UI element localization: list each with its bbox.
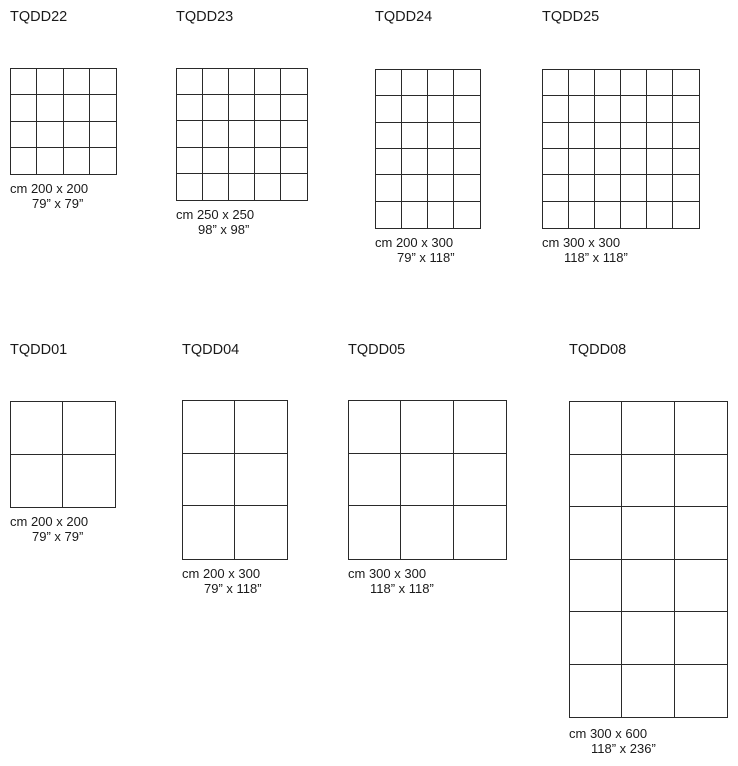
dimensions [10, 514, 88, 544]
tile-cell [595, 123, 621, 149]
tile-cell [454, 96, 480, 122]
tile-cell [543, 175, 569, 201]
tile-cell [569, 96, 595, 122]
tile-cell [229, 95, 255, 121]
tile-cell [11, 402, 63, 455]
tile-cell [376, 202, 402, 228]
tile-cell [647, 149, 673, 175]
size-cm: cm 200 x 300 [182, 566, 261, 581]
tile-cell [570, 402, 622, 455]
size-inches: 98” x 98” [198, 222, 250, 237]
tile-cell [402, 70, 428, 96]
tile-cell [401, 454, 453, 507]
tile-cell [349, 454, 401, 507]
dimensions [375, 235, 455, 265]
tile-cell [595, 70, 621, 96]
tile-cell [428, 123, 454, 149]
tile-grid [569, 401, 728, 718]
tile-cell [376, 123, 402, 149]
tile-cell [11, 455, 63, 508]
tile-cell [543, 202, 569, 228]
tile-cell [281, 95, 307, 121]
tile-cell [349, 401, 401, 454]
tile-grid [10, 68, 117, 175]
size-cm: cm 300 x 600 [569, 726, 648, 741]
tile-cell [177, 69, 203, 95]
tile-cell [177, 148, 203, 174]
tile-cell [229, 69, 255, 95]
tile-cell [402, 96, 428, 122]
tile-cell [428, 70, 454, 96]
size-cm: cm 300 x 300 [542, 235, 621, 250]
size-cm: cm 300 x 300 [348, 566, 427, 581]
tile-cell [622, 612, 674, 665]
tile-cell [64, 95, 90, 121]
tile-cell [402, 202, 428, 228]
tile-cell [569, 149, 595, 175]
tile-cell [543, 96, 569, 122]
tile-cell [543, 149, 569, 175]
tile-cell [569, 123, 595, 149]
tile-cell [454, 202, 480, 228]
tile-cell [183, 401, 235, 454]
tile-cell [401, 401, 453, 454]
tile-cell [675, 402, 727, 455]
tile-cell [454, 454, 506, 507]
tile-cell [454, 506, 506, 559]
tile-cell [675, 560, 727, 613]
tile-cell [90, 148, 116, 174]
tile-cell [229, 148, 255, 174]
tile-grid [542, 69, 700, 229]
tile-cell [203, 148, 229, 174]
tile-cell [673, 70, 699, 96]
tile-cell [621, 202, 647, 228]
tile-cell [177, 121, 203, 147]
product-code: TQDD04 [182, 342, 240, 358]
tile-cell [621, 96, 647, 122]
tile-cell [401, 506, 453, 559]
tile-cell [90, 69, 116, 95]
tile-cell [281, 69, 307, 95]
tile-cell [595, 202, 621, 228]
tile-cell [428, 149, 454, 175]
tile-cell [622, 402, 674, 455]
tile-cell [454, 123, 480, 149]
tile-cell [255, 121, 281, 147]
dimensions [176, 207, 254, 237]
tile-cell [647, 123, 673, 149]
tile-cell [454, 149, 480, 175]
size-inches: 118” x 118” [370, 581, 434, 596]
tile-cell [63, 455, 115, 508]
tile-cell [570, 612, 622, 665]
tile-cell [673, 96, 699, 122]
product-code: TQDD08 [569, 342, 627, 358]
tile-grid [10, 401, 116, 508]
tile-cell [11, 148, 37, 174]
tile-cell [376, 96, 402, 122]
tile-cell [235, 401, 287, 454]
tile-cell [229, 121, 255, 147]
size-cm: cm 250 x 250 [176, 207, 255, 222]
tile-cell [37, 95, 63, 121]
tile-cell [281, 121, 307, 147]
tile-cell [543, 70, 569, 96]
tile-cell [647, 96, 673, 122]
tile-cell [235, 506, 287, 559]
tile-cell [673, 202, 699, 228]
tile-cell [203, 69, 229, 95]
tile-cell [64, 148, 90, 174]
tile-cell [621, 70, 647, 96]
tile-cell [621, 175, 647, 201]
tile-cell [376, 149, 402, 175]
size-cm: cm 200 x 200 [10, 514, 89, 529]
tile-cell [595, 96, 621, 122]
tile-cell [203, 95, 229, 121]
size-inches: 79” x 118” [204, 581, 262, 596]
tile-cell [177, 174, 203, 200]
product-code: TQDD05 [348, 342, 406, 358]
tile-cell [255, 174, 281, 200]
tile-cell [281, 174, 307, 200]
tile-cell [203, 121, 229, 147]
tile-grid [348, 400, 507, 560]
tile-cell [255, 148, 281, 174]
tile-cell [11, 95, 37, 121]
tile-cell [569, 70, 595, 96]
dimensions [10, 181, 88, 211]
tile-cell [203, 174, 229, 200]
tile-cell [673, 175, 699, 201]
tile-cell [675, 665, 727, 718]
product-code: TQDD24 [375, 9, 433, 25]
tile-cell [37, 69, 63, 95]
size-cm: cm 200 x 300 [375, 235, 454, 250]
tile-cell [569, 202, 595, 228]
tile-cell [675, 612, 727, 665]
tile-cell [428, 96, 454, 122]
tile-grid [176, 68, 308, 201]
size-inches: 79” x 79” [32, 196, 84, 211]
tile-cell [235, 454, 287, 507]
tile-cell [177, 95, 203, 121]
tile-cell [183, 506, 235, 559]
size-cm: cm 200 x 200 [10, 181, 89, 196]
size-inches: 79” x 118” [397, 250, 455, 265]
tile-cell [595, 175, 621, 201]
tile-cell [675, 455, 727, 508]
tile-cell [454, 175, 480, 201]
tile-cell [622, 560, 674, 613]
tile-cell [673, 149, 699, 175]
tile-cell [622, 507, 674, 560]
tile-cell [281, 148, 307, 174]
tile-cell [90, 95, 116, 121]
tile-cell [570, 507, 622, 560]
tile-cell [428, 202, 454, 228]
tile-cell [183, 454, 235, 507]
tile-cell [595, 149, 621, 175]
size-inches: 118” x 118” [564, 250, 628, 265]
tile-cell [569, 175, 595, 201]
tile-cell [673, 123, 699, 149]
tile-cell [622, 665, 674, 718]
dimensions [542, 235, 628, 265]
product-code: TQDD22 [10, 9, 68, 25]
tile-cell [675, 507, 727, 560]
product-code: TQDD25 [542, 9, 600, 25]
tile-cell [428, 175, 454, 201]
tile-cell [63, 402, 115, 455]
dimensions [348, 566, 434, 596]
tile-cell [349, 506, 401, 559]
tile-cell [647, 175, 673, 201]
tile-cell [621, 123, 647, 149]
size-inches: 79” x 79” [32, 529, 84, 544]
tile-cell [647, 202, 673, 228]
tile-cell [454, 70, 480, 96]
tile-grid [182, 400, 288, 560]
tile-cell [402, 149, 428, 175]
tile-cell [37, 122, 63, 148]
tile-cell [255, 69, 281, 95]
tile-cell [622, 455, 674, 508]
tile-grid [375, 69, 481, 229]
tile-cell [90, 122, 116, 148]
tile-cell [37, 148, 63, 174]
tile-cell [647, 70, 673, 96]
tile-cell [64, 69, 90, 95]
tile-cell [402, 123, 428, 149]
tile-cell [402, 175, 428, 201]
tile-cell [11, 122, 37, 148]
tile-cell [621, 149, 647, 175]
tile-cell [255, 95, 281, 121]
tile-cell [376, 70, 402, 96]
tile-cell [454, 401, 506, 454]
tile-cell [229, 174, 255, 200]
tile-cell [11, 69, 37, 95]
dimensions [569, 726, 656, 756]
size-inches: 118” x 236” [591, 741, 656, 756]
product-code: TQDD23 [176, 9, 234, 25]
tile-cell [570, 665, 622, 718]
tile-cell [376, 175, 402, 201]
dimensions [182, 566, 262, 596]
tile-cell [64, 122, 90, 148]
product-code: TQDD01 [10, 342, 68, 358]
tile-cell [543, 123, 569, 149]
tile-cell [570, 560, 622, 613]
tile-cell [570, 455, 622, 508]
